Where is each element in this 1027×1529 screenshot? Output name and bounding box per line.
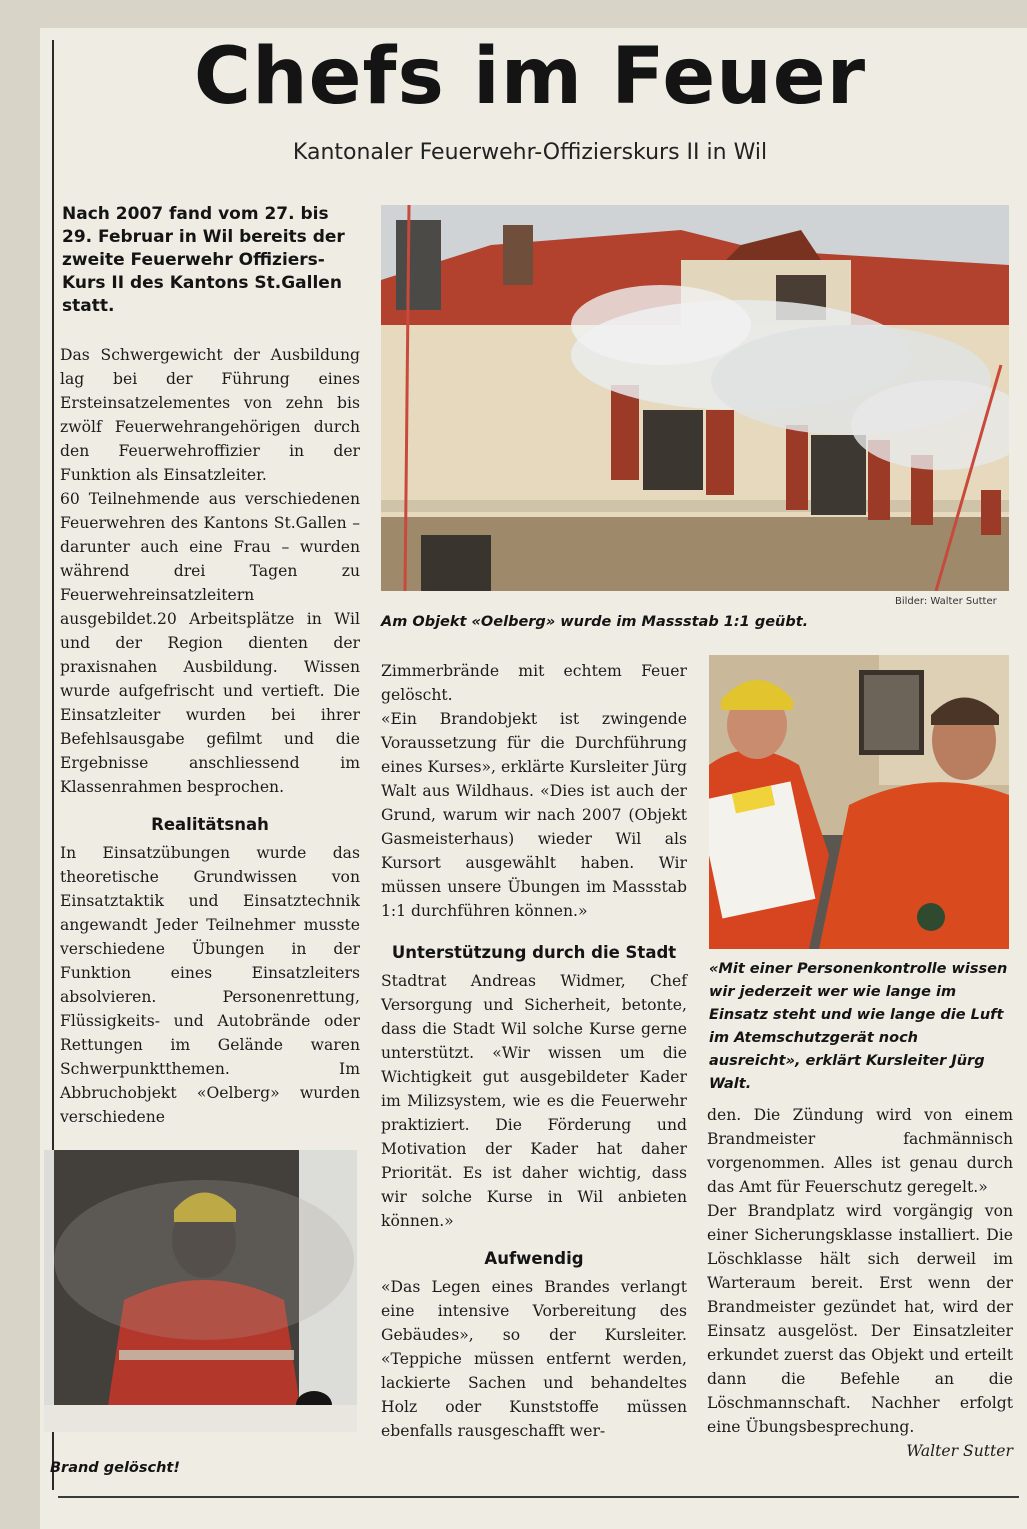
caption-officers: «Mit einer Personenkontrolle wissen wir jederzeit wer wie lange im Einsatz steht und wie lange die Luft im Atemschutzgerät noch ausreicht», erklärt Kursleiter Jürg Walt. bbox=[709, 961, 1008, 1092]
photo-building-fire bbox=[381, 205, 1009, 591]
section-heading-realitaetsnah: Realitätsnah bbox=[151, 815, 269, 834]
section-heading-aufwendig: Aufwendig bbox=[484, 1249, 584, 1268]
col2-paragraph-3: Stadtrat Andreas Widmer, Chef Versorgung und Sicherheit, betonte, dass die Stadt Wil solche Kurse gerne unterstützt. «Wir wissen um die Wichtigkeit gut ausgebildeter Kader im Milizsystem, wie es die Feuerwehr praktiziert. Die Förderung und Motivation der Kader hat daher Priorität. Es ist daher wichtig, dass wir solche Kurse in Wil anbieten können.» bbox=[381, 972, 687, 1230]
column-1 bbox=[60, 343, 360, 1129]
photo-firefighter-window bbox=[44, 1150, 357, 1432]
col2-paragraph-1: Zimmerbrände mit echtem Feuer gelöscht. bbox=[381, 662, 687, 704]
subheadline: Kantonaler Feuerwehr-Offizierskurs II in Wil bbox=[292, 140, 768, 165]
col3-paragraph-1: den. Die Zündung wird von einem Brandmeister fachmännisch vorgenommen. Alles ist genau durch das Amt für Feuerschutz geregelt.» bbox=[707, 1106, 1013, 1196]
col1-paragraph-2: 60 Teilnehmende aus verschiedenen Feuerwehren des Kantons St.Gallen – darunter auch eine Frau – wurden während drei Tagen zu Feuerwehreinsatzleitern ausgebildet.20 Arbeitsplätze in Wil und der Region dienten der praxisnahen Ausbildung. Wissen wurde aufgefrischt und vertieft. Die Einsatzleiter wurden bei ihrer Befehlsausgabe gefilmt und die Ergebnisse anschliessend im Klassenrahmen besprochen. bbox=[60, 490, 360, 796]
bottom-rule bbox=[58, 1496, 1019, 1498]
headline: Chefs im Feuer bbox=[193, 32, 867, 122]
caption-building: Am Objekt «Oelberg» wurde im Massstab 1:1 geübt. bbox=[381, 614, 809, 630]
caption-firefighter: Brand gelöscht! bbox=[50, 1460, 180, 1476]
lead-paragraph: Nach 2007 fand vom 27. bis 29. Februar in Wil bereits der zweite Feuerwehr Offiziers-Kurs II des Kantons St.Gallen statt. bbox=[62, 204, 345, 316]
col1-paragraph-3: In Einsatzübungen wurde das theoretische Grundwissen von Einsatztaktik und Einsatztechnik angewandt Jeder Teilnehmer musste verschiedene Übungen in der Funktion eines Einsatzleiters absolvieren. Personenrettung, Flüssigkeits- und Autobrände oder Rettungen im Gelände waren Schwerpunktthemen. Im Abbruchobjekt «Oelberg» wurden verschiedene bbox=[60, 844, 360, 1126]
column-2 bbox=[381, 659, 687, 1443]
col2-paragraph-4: «Das Legen eines Brandes verlangt eine intensive Vorbereitung des Gebäudes», so der Kursleiter. «Teppiche müssen entfernt werden, lackierte Sachen und behandeltes Holz oder Kunststoffe müssen ebenfalls rausgeschafft wer- bbox=[381, 1278, 687, 1440]
col3-paragraph-2: Der Brandplatz wird vorgängig von einer Sicherungsklasse installiert. Die Löschklasse hält sich derweil im Warteraum bereit. Erst wenn der Brandmeister gezündet hat, wird der Einsatz ausgelöst. Der Einsatzleiter erkundet zuerst das Objekt und erteilt dann die Befehle an die Löschmannschaft. Nachher erfolgt eine Übungsbesprechung. bbox=[707, 1202, 1013, 1436]
section-heading-unterstuetzung: Unterstützung durch die Stadt bbox=[391, 943, 677, 962]
photo-credit: Bilder: Walter Sutter bbox=[895, 596, 997, 607]
column-3 bbox=[707, 1103, 1013, 1463]
col1-paragraph-1: Das Schwergewicht der Ausbildung lag bei der Führung eines Ersteinsatzelementes von zehn bis zwölf Feuerwehrangehörigen durch den Feuerwehroffizier in der Funktion als Einsatzleiter. bbox=[60, 346, 360, 484]
byline: Walter Sutter bbox=[906, 1442, 1013, 1460]
col2-paragraph-2: «Ein Brandobjekt ist zwingende Voraussetzung für die Durchführung eines Kurses», erklärte Kursleiter Jürg Walt aus Wildhaus. «Dies ist auch der Grund, warum wir nach 2007 (Objekt Gasmeisterhaus) wieder Wil als Kursort ausgewählt haben. Wir müssen unsere Übungen im Massstab 1:1 durchführen können.» bbox=[381, 710, 687, 920]
photo-officers-checklist bbox=[709, 655, 1009, 949]
